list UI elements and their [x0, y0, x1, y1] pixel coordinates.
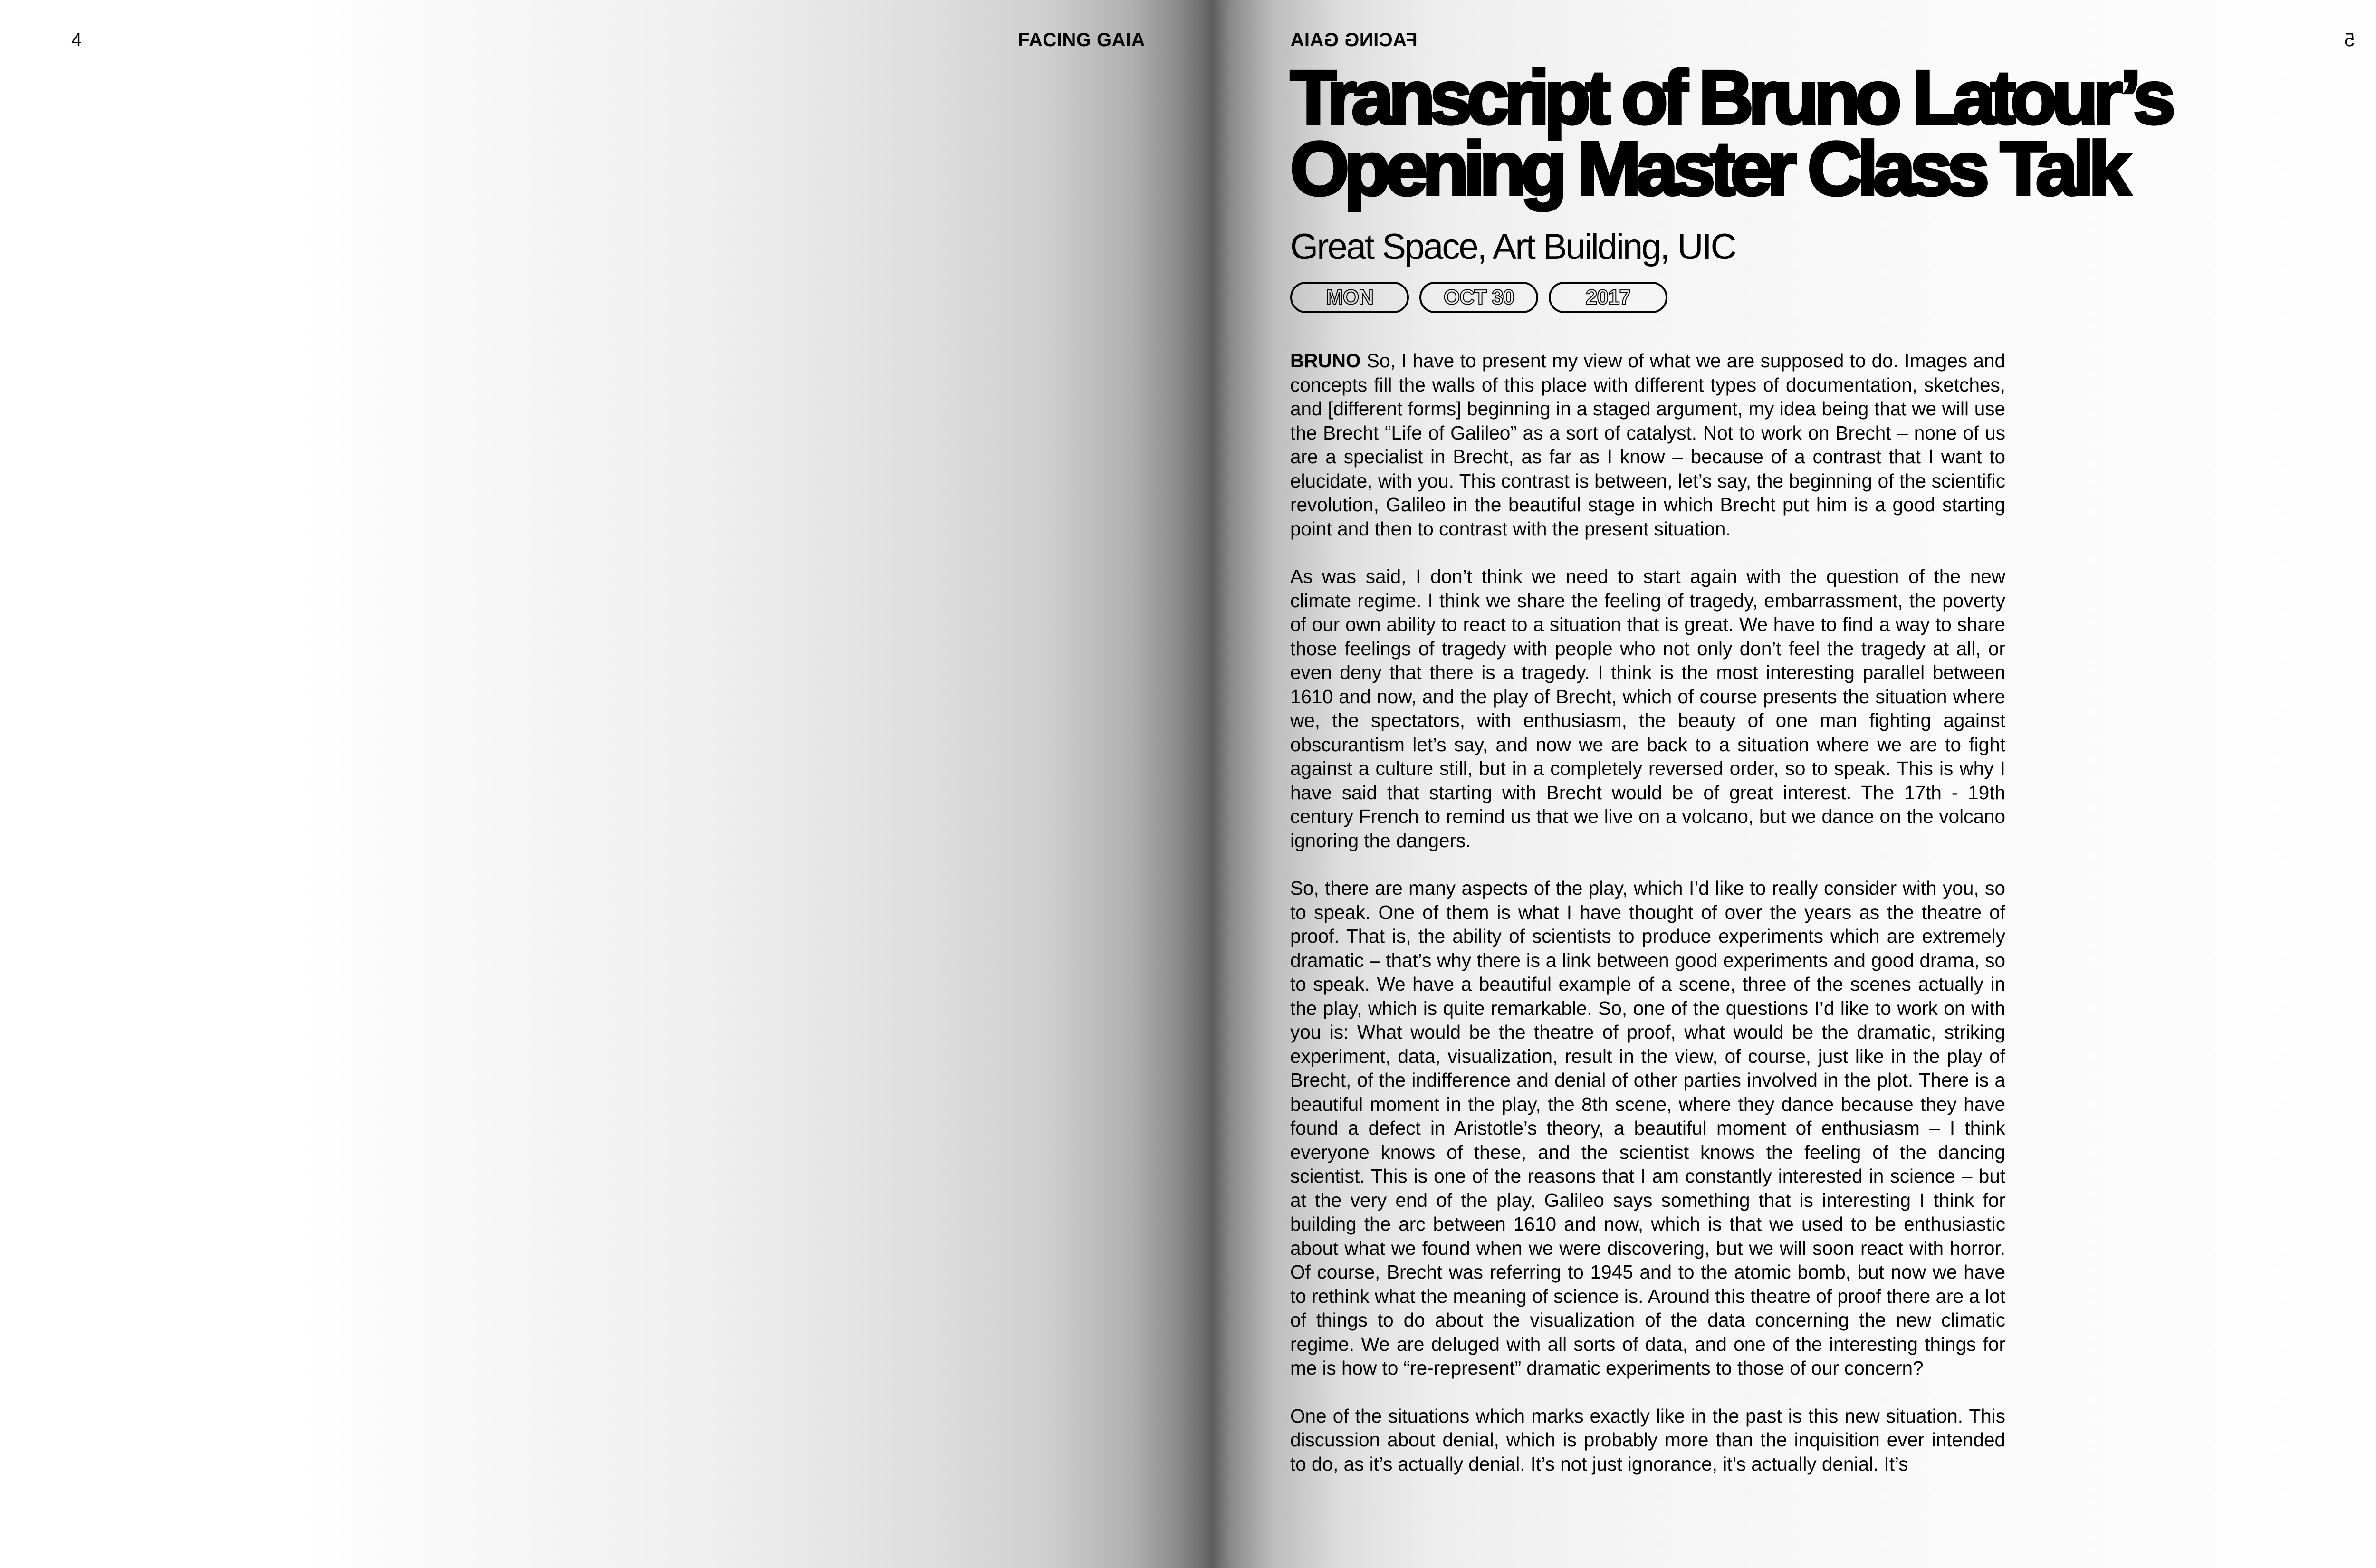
left-page-number: 4: [71, 29, 82, 50]
paragraph-1-text: So, I have to present my view of what we are supposed to do. Images and concepts fill the walls of this place with different types of documentation, sketches, and [different forms] beginning in a staged argument, my idea being that we will use the Brecht “Life of Galileo” as a sort of catalyst. Not to work on Brecht – none of us are a specialist in Brecht, as far as I know – because of a contrast that I want to elucidate, with you. This contrast is between, let’s say, the beginning of the scientific revolution, Galileo in the beautiful stage in which Brecht put him is a good starting point and then to contrast with the present situation.: [1290, 350, 2005, 540]
date-pills: [1290, 282, 2376, 313]
article-content: [1290, 55, 2376, 1500]
venue-subtitle: Great Space, Art Building, UIC: [1290, 227, 1735, 267]
paragraph-2: As was said, I don’t think we need to start again with the question of the new climate regime. I think we share the feeling of tragedy, embarrassment, the poverty of our own ability to react to a situation that is great. We have to find a way to share those feelings of tragedy with people who not only don’t feel the tragedy at all, or even deny that there is a tragedy. I think is the most interesting parallel between 1610 and now, and the play of Brecht, which of course presents the situation where we, the spectators, with enthusiasm, the beauty of one man fighting against obscurantism let’s say, and now we are back to a situation where we are to fight against a culture still, but in a completely reversed order, so to speak. This is why I have said that starting with Brecht would be of great interest. The 17th - 19th century French to remind us that we live on a volcano, but we dance on the volcano ignoring the dangers.: [1290, 565, 2005, 851]
paragraph-1: [1290, 349, 2005, 541]
left-running-head: FACING GAIA: [1018, 29, 1145, 50]
date-month-pill: OCT 30: [1419, 282, 1538, 313]
article-title: Transcript of Bruno Latour’s Opening Master Class Talk: [1290, 55, 2171, 211]
right-page: [1212, 0, 2376, 1568]
date-day-pill: MON: [1290, 282, 1409, 313]
paragraph-4: One of the situations which marks exactly like in the past is this new situation. This discussion about denial, which is probably more than the inquisition ever intended to do, as it’s actually denial. It’s not just ignorance, it’s actually denial. It’s: [1290, 1405, 2005, 1475]
right-page-number: 5: [2344, 29, 2355, 50]
paragraph-3: So, there are many aspects of the play, which I’d like to really consider with you, so to speak. One of them is what I have thought of over the years as the theatre of proof. That is, the ability of scientists to produce experiments which are extremely dramatic – that’s why there is a link between good experiments and good drama, so to speak. We have a beautiful example of a scene, three of the scenes actually in the play, which is quite remarkable. So, one of the questions I’d like to work on with you is: What would be the theatre of proof, what would be the dramatic, striking experiment, data, visualization, result in the view, of course, just like in the play of Brecht, of the indifference and denial of other parties involved in the plot. There is a beautiful moment in the play, the 8th scene, where they dance because they have found a defect in Aristotle’s theory, a beautiful moment of enthusiasm – I think everyone knows of these, and the scientist knows the feeling of the dancing scientist. This is one of the reasons that I am constantly interested in science – but at the very end of the play, Galileo says something that is interesting I think for building the arc between 1610 and now, which is that we used to be enthusiastic about what we found when we were discovering, but we will soon react with horror. Of course, Brecht was referring to 1945 and to the atomic bomb, but now we have to rethink what the meaning of science is. Around this theatre of proof there are a lot of things to do about the visualization of the data concerning the new climatic regime. We are deluged with all sorts of data, and one of the interesting things for me is how to “re-represent” dramatic experiments to those of our concern?: [1290, 877, 2005, 1379]
speaker-name: BRUNO: [1290, 350, 1361, 372]
right-running-head: FACING GAIA: [1290, 29, 1418, 50]
transcript-body: [1290, 349, 2005, 1476]
date-year-pill: 2017: [1549, 282, 1667, 313]
